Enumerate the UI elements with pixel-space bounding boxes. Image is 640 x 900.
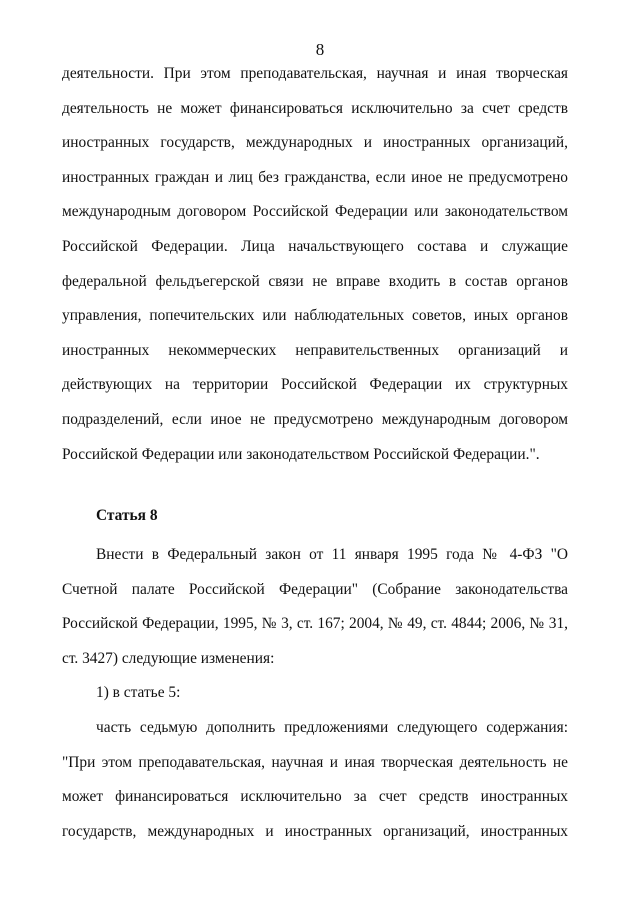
- text-line: действующих на территории Российской Федерации их структурных: [62, 376, 568, 394]
- text-line: иностранных некоммерческих неправительственных организаций и: [62, 341, 568, 359]
- text-line: может финансироваться исключительно за счет средств иностранных: [62, 788, 568, 806]
- text-line: Счетной палате Российской Федерации" (Собрание законодательства: [62, 580, 568, 598]
- text-line: Российской Федерации, 1995, № 3, ст. 167; 2004, № 49, ст. 4844; 2006, № 31,: [62, 615, 568, 633]
- text-line: Российской Федерации. Лица начальствующего состава и служащие: [62, 237, 568, 255]
- text-line: 1) в статье 5:: [96, 684, 181, 702]
- article-heading: Статья 8: [96, 507, 158, 524]
- text-line: Российской Федерации или законодательством Российской Федерации.".: [62, 445, 540, 463]
- text-line: Внести в Федеральный закон от 11 января 1995 года № 4-ФЗ "О: [96, 546, 568, 563]
- article-body: [62, 538, 568, 849]
- page-number: 8: [315, 40, 325, 59]
- text-line: деятельность не может финансироваться исключительно за счет средств: [62, 99, 568, 117]
- text-line: часть седьмую дополнить предложениями следующего содержания:: [96, 718, 568, 736]
- paragraph-continuation: [62, 57, 568, 472]
- text-line: деятельности. При этом преподавательская, научная и иная творческая: [62, 65, 568, 82]
- text-line: "При этом преподавательская, научная и иная творческая деятельность не: [62, 753, 568, 771]
- text-line: подразделений, если иное не предусмотрено международным договором: [62, 410, 568, 428]
- text-line: международным договором Российской Федерации или законодательством: [62, 203, 568, 221]
- text-line: иностранных государств, международных и иностранных организаций,: [62, 134, 568, 152]
- text-line: ст. 3427) следующие изменения:: [62, 649, 275, 667]
- text-line: федеральной фельдъегерской связи не вправе входить в состав органов: [62, 272, 568, 290]
- text-line: иностранных граждан и лиц без гражданства, если иное не предусмотрено: [62, 168, 568, 186]
- text-line: государств, международных и иностранных организаций, иностранных: [62, 822, 568, 840]
- text-line: управления, попечительских или наблюдательных советов, иных органов: [62, 307, 568, 325]
